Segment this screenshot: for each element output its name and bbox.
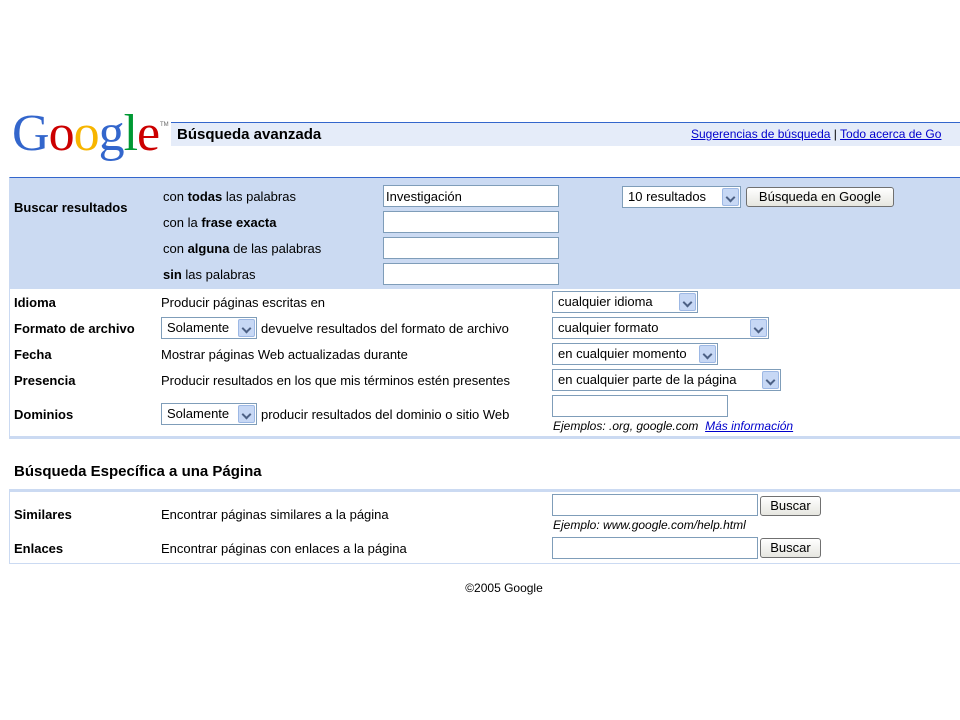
- more-info-link[interactable]: Más información: [705, 419, 794, 433]
- file-format-select-value: cualquier formato: [558, 320, 659, 335]
- file-format-mode-select[interactable]: [161, 317, 257, 339]
- dropdown-arrow-icon[interactable]: [762, 371, 779, 389]
- logo-letter-4: g: [98, 105, 124, 162]
- dropdown-arrow-icon[interactable]: [750, 319, 767, 337]
- exact-phrase-label: con la frase exacta: [163, 215, 277, 230]
- links-text: Encontrar páginas con enlaces a la página: [161, 541, 407, 556]
- dropdown-arrow-icon[interactable]: [699, 345, 716, 363]
- file-format-select[interactable]: [552, 317, 769, 339]
- google-logo[interactable]: [12, 104, 169, 164]
- header-bar: [171, 122, 960, 146]
- logo-text: [12, 105, 159, 162]
- similar-label: Similares: [14, 507, 72, 522]
- similar-text: Encontrar páginas similares a la página: [161, 507, 389, 522]
- dropdown-arrow-icon[interactable]: [238, 319, 255, 337]
- page-title: Búsqueda avanzada: [177, 126, 322, 143]
- links-label: Enlaces: [14, 541, 64, 556]
- logo-letter-1: G: [12, 105, 49, 162]
- similar-example: Ejemplo: www.google.com/help.html: [553, 518, 746, 532]
- logo-letter-6: e: [137, 105, 160, 162]
- about-google-link[interactable]: Todo acerca de Go: [840, 127, 942, 141]
- google-search-button[interactable]: Búsqueda en Google: [746, 187, 894, 207]
- logo-letter-3: o: [73, 105, 99, 162]
- any-words-input[interactable]: [383, 237, 559, 259]
- results-count-select[interactable]: [622, 186, 741, 208]
- date-select-value: en cualquier momento: [558, 346, 687, 361]
- domains-label: Dominios: [14, 407, 74, 422]
- search-tips-link[interactable]: Sugerencias de búsqueda: [691, 127, 831, 141]
- domains-example: Ejemplos: .org, google.com Más información: [553, 419, 794, 433]
- logo-letter-2: o: [48, 105, 74, 162]
- header-separator: |: [833, 127, 837, 141]
- language-text: Producir páginas escritas en: [161, 295, 326, 310]
- all-words-input[interactable]: [383, 185, 559, 207]
- results-count-value: 10 resultados: [628, 189, 707, 204]
- occurrences-text: Producir resultados en los que mis términos estén presentes: [161, 373, 511, 388]
- footer-copyright: ©2005 Google: [465, 581, 543, 595]
- file-format-text: devuelve resultados del formato de archivo: [261, 321, 509, 336]
- dropdown-arrow-icon[interactable]: [722, 188, 739, 206]
- date-label: Fecha: [14, 347, 52, 362]
- links-search-button[interactable]: Buscar: [760, 538, 821, 558]
- domains-text: producir resultados del dominio o sitio Web: [261, 407, 510, 422]
- occurrences-select[interactable]: [552, 369, 781, 391]
- exact-phrase-input[interactable]: [383, 211, 559, 233]
- file-format-label: Formato de archivo: [14, 321, 135, 336]
- page-specific-title: Búsqueda Específica a una Página: [14, 463, 262, 480]
- date-select[interactable]: [552, 343, 718, 365]
- links-input[interactable]: [552, 537, 758, 559]
- occurrences-label: Presencia: [14, 373, 76, 388]
- trademark-mark: TM: [160, 122, 169, 128]
- all-words-label: con todas las palabras: [163, 189, 296, 204]
- logo-letter-5: l: [123, 105, 138, 162]
- language-select-value: cualquier idioma: [558, 294, 653, 309]
- dropdown-arrow-icon[interactable]: [238, 405, 255, 423]
- dropdown-arrow-icon[interactable]: [679, 293, 696, 311]
- similar-input[interactable]: [552, 494, 758, 516]
- file-format-mode-value: Solamente: [167, 320, 230, 335]
- without-words-label: sin las palabras: [163, 267, 256, 282]
- without-words-input[interactable]: [383, 263, 559, 285]
- find-results-label: Buscar resultados: [14, 200, 128, 215]
- similar-search-button[interactable]: Buscar: [760, 496, 821, 516]
- date-text: Mostrar páginas Web actualizadas durante: [161, 347, 408, 362]
- language-select[interactable]: [552, 291, 698, 313]
- language-label: Idioma: [14, 295, 56, 310]
- domains-mode-select[interactable]: [161, 403, 257, 425]
- domains-input[interactable]: [552, 395, 728, 417]
- domains-mode-value: Solamente: [167, 406, 230, 421]
- header-links: [691, 127, 941, 141]
- occurrences-select-value: en cualquier parte de la página: [558, 372, 737, 387]
- any-words-label: con alguna de las palabras: [163, 241, 322, 256]
